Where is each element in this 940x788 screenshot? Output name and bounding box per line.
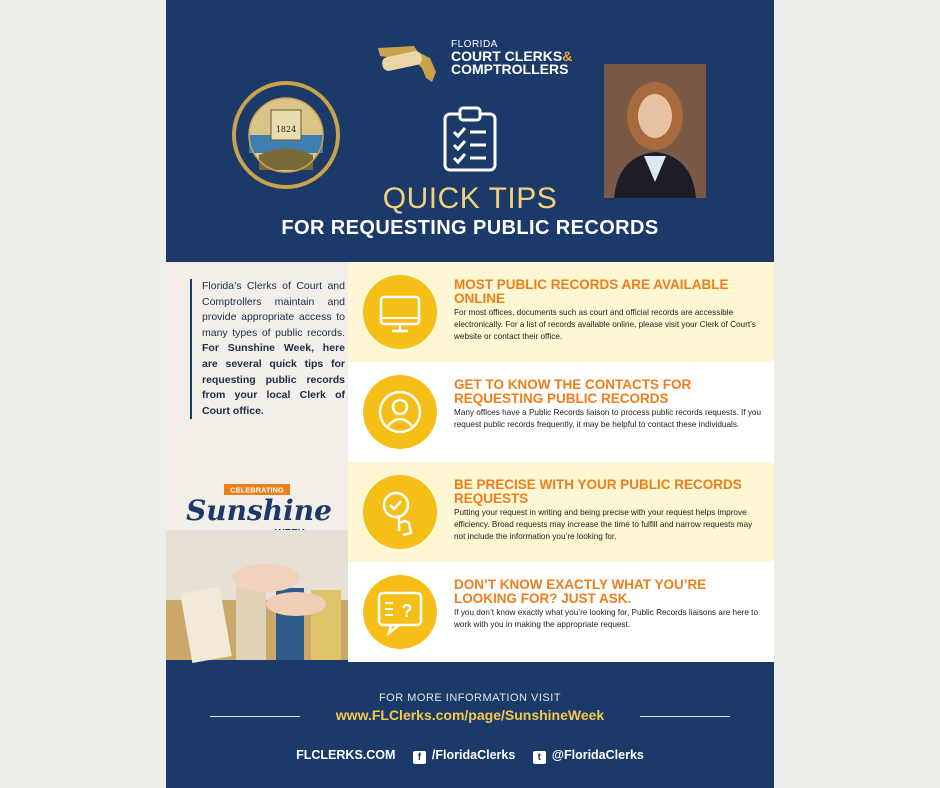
twitter-link[interactable]: [533, 748, 644, 764]
tip-4: [348, 562, 774, 662]
logo-state: FLORIDA: [451, 39, 498, 50]
facebook-handle: /FloridaClerks: [431, 748, 516, 762]
tip-2-heading: GET TO KNOW THE CONTACTS FOR REQUESTING PUBLIC RECORDS: [454, 377, 692, 406]
logo-amp: &: [562, 48, 573, 64]
question-bubble-icon: [363, 575, 437, 649]
title-subtitle: FOR REQUESTING PUBLIC RECORDS: [281, 217, 659, 239]
tip-2-body: Many offices have a Public Records liaison to process public records requests. If you request public records frequently, it may be helpful to contact these individuals.: [454, 408, 762, 430]
svg-text:?: ?: [401, 601, 413, 621]
tip-1-heading: MOST PUBLIC RECORDS ARE AVAILABLE ONLINE: [454, 277, 729, 306]
tip-1-icon-circle: [363, 275, 437, 349]
file-folders-photo: [166, 530, 348, 660]
hand-checkmark-icon: [363, 475, 437, 549]
tip-1: [348, 262, 774, 362]
person-contact-icon: [363, 375, 437, 449]
tip-3-heading: BE PRECISE WITH YOUR PUBLIC RECORDS REQUESTS: [454, 477, 742, 506]
tips-list: [348, 262, 774, 660]
twitter-handle: @FloridaClerks: [551, 748, 644, 762]
tip-4-heading: DON’T KNOW EXACTLY WHAT YOU’RE LOOKING FOR? JUST ASK.: [454, 577, 707, 606]
facebook-link[interactable]: [413, 748, 515, 764]
tip-2: [348, 362, 774, 462]
poster: [166, 0, 774, 788]
intro-bold: For Sunshine Week, here are several quick tips for requesting public records from your local Clerk of Court office.: [202, 342, 345, 417]
fl-clerks-logo: [374, 38, 574, 88]
seal-year: 1824: [275, 125, 297, 134]
computer-monitor-icon: [363, 275, 437, 349]
tip-3-icon-circle: [363, 475, 437, 549]
url-row: [166, 707, 774, 727]
florida-scroll-icon: [374, 38, 444, 86]
logo-name: [451, 50, 572, 76]
logo-line1: COURT CLERKS: [451, 48, 563, 64]
twitter-icon: t: [533, 751, 546, 764]
facebook-icon: f: [413, 751, 426, 764]
intro-text: [190, 279, 345, 419]
walton-county-seal: [231, 80, 341, 190]
tip-4-icon-circle: [363, 575, 437, 649]
intro-panel: [166, 262, 348, 660]
title-quick-tips: QUICK TIPS: [382, 182, 558, 215]
clipboard-checklist-icon: [442, 106, 498, 172]
clerk-portrait: [604, 64, 706, 198]
more-info-label: FOR MORE INFORMATION VISIT: [378, 692, 562, 704]
badge-celebrating: CELEBRATING: [230, 485, 284, 495]
tip-3-body: Putting your request in writing and being precise with your request helps improve efficiency. Broad requests may increase the time to fulfill and narrow requests may not include the information you’re looking for.: [454, 508, 753, 542]
badge-sunshine: Sunshine: [186, 494, 332, 527]
sunshine-week-link[interactable]: www.FLClerks.com/page/SunshineWeek: [335, 707, 605, 723]
intro-plain: Florida’s Clerks of Court and Comptrollers maintain and provide appropriate access to many types of public records.: [202, 280, 345, 339]
social-links: [166, 748, 774, 764]
tip-3: [348, 462, 774, 562]
tip-2-icon-circle: [363, 375, 437, 449]
tip-1-body: For most offices, documents such as court and official records are accessible electronically. For a list of records available online, please visit your Clerk of Court’s website or contact their office.: [454, 308, 756, 342]
url-divider-right: [640, 716, 730, 717]
tip-4-body: If you don’t know exactly what you’re looking for, Public Records liaisons are here to work with you in making the appropriate request.: [454, 608, 759, 630]
site-link[interactable]: FLCLERKS.COM: [296, 748, 396, 762]
logo-line2: COMPTROLLERS: [451, 61, 569, 77]
